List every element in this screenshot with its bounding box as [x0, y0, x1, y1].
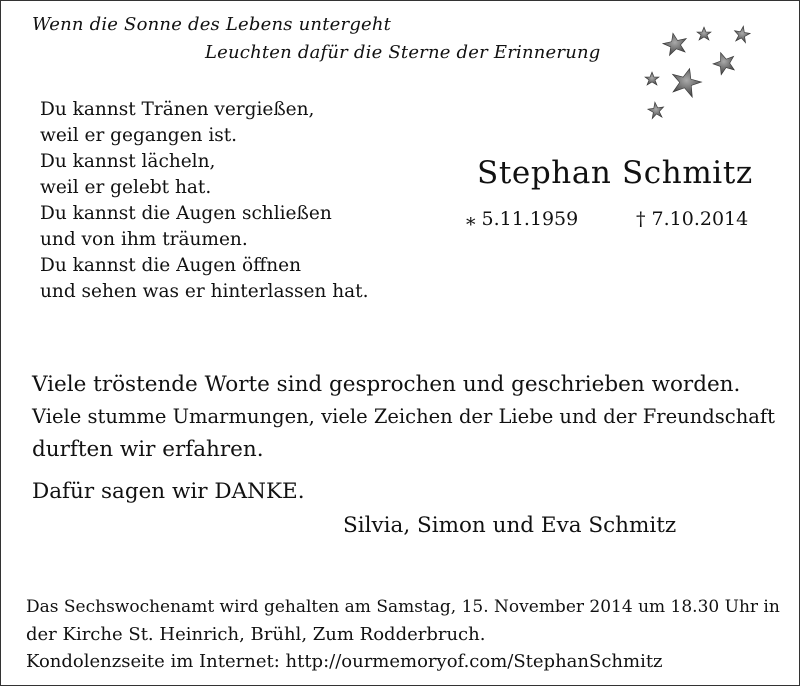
footer-line-2: der Kirche St. Heinrich, Brühl, Zum Rodderbruch.	[26, 624, 486, 645]
thanks-line-1: Viele tröstende Worte sind gesprochen und geschrieben worden.	[32, 372, 741, 397]
star-icon	[668, 65, 704, 99]
poem-line: und sehen was er hinterlassen hat.	[40, 281, 369, 302]
signature: Silvia, Simon und Eva Schmitz	[343, 513, 677, 538]
poem-line: Du kannst Tränen vergießen,	[40, 99, 315, 120]
stars-icon	[638, 22, 760, 128]
thanks-line-3: durften wir erfahren.	[32, 437, 264, 462]
star-icon	[645, 72, 659, 85]
thanks-line-2: Viele stumme Umarmungen, viele Zeichen der Liebe und der Freundschaft	[32, 405, 775, 428]
condolence-link[interactable]: Kondolenzseite im Internet: http://ourmemoryof.com/StephanSchmitz	[26, 651, 663, 672]
poem-line: weil er gelebt hat.	[40, 177, 212, 198]
poem-line: weil er gegangen ist.	[40, 125, 238, 146]
birth-date: ⁎ 5.11.1959	[466, 208, 579, 230]
death-date: † 7.10.2014	[636, 208, 749, 230]
motto-line-2: Leuchten dafür die Sterne der Erinnerung	[205, 42, 601, 63]
star-icon	[733, 25, 752, 44]
star-icon	[710, 49, 738, 76]
star-icon	[697, 27, 711, 40]
poem-line: Du kannst lächeln,	[40, 151, 216, 172]
poem-line: Du kannst die Augen öffnen	[40, 255, 302, 276]
poem-line: Du kannst die Augen schließen	[40, 203, 332, 224]
footer-line-1: Das Sechswochenamt wird gehalten am Samstag, 15. November 2014 um 18.30 Uhr in	[26, 597, 780, 617]
star-icon	[647, 101, 665, 119]
poem-line: und von ihm träumen.	[40, 229, 248, 250]
deceased-name: Stephan Schmitz	[477, 155, 753, 191]
thanks-dank: Dafür sagen wir DANKE.	[32, 479, 305, 504]
motto-line-1: Wenn die Sonne des Lebens untergeht	[32, 14, 392, 35]
star-icon	[661, 31, 689, 57]
